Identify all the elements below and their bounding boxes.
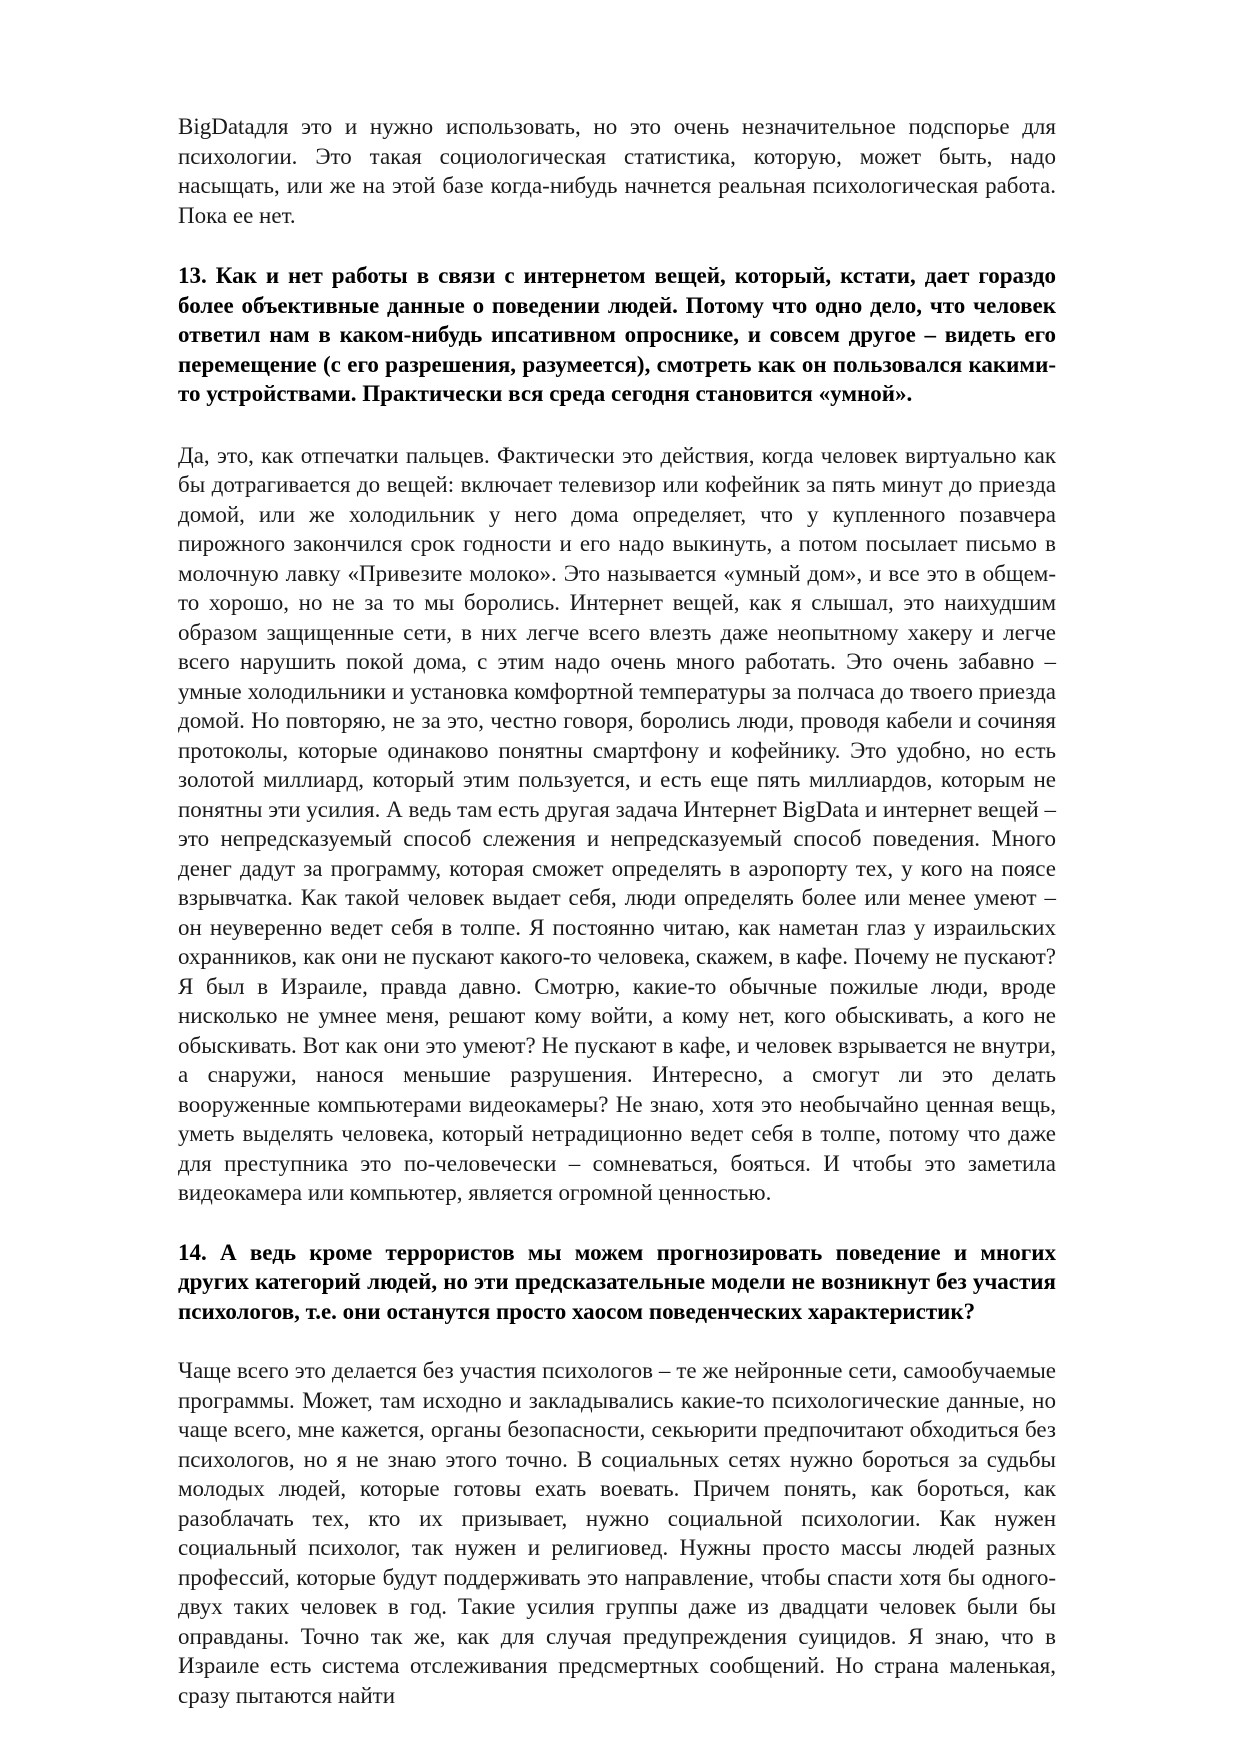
question-13: 13. Как и нет работы в связи с интернетом вещей, который, кстати, дает гораздо более объективные данные о поведении людей. Потому что одно дело, что человек ответил нам в каком-нибудь ипсативном опроснике, и совсем другое – видеть его перемещение (с его разрешения, разумеется), смотреть как он пользовался какими-то устройствами. Практически вся среда сегодня становится «умной».	[178, 263, 1056, 406]
document-page	[178, 112, 1056, 1710]
paragraph-answer-bigdata: BigDataдля это и нужно использовать, но это очень незначительное подспорье для психологии. Это такая социологическая статистика, которую, может быть, надо насыщать, или же на этой базе когда-нибудь начнется реальная психологическая работа. Пока ее нет.	[178, 114, 1056, 228]
question-14: 14. А ведь кроме террористов мы можем прогнозировать поведение и многих других категорий людей, но эти предсказательные модели не возникнут без участия психологов, т.е. они останутся просто хаосом поведенческих характеристик?	[178, 1239, 1056, 1324]
paragraph-answer-psychologists: Чаще всего это делается без участия психологов – те же нейронные сети, самообучаемые программы. Может, там исходно и закладывались какие-то психологические данные, но чаще всего, мне кажется, органы безопасности, секьюрити предпочитают обходиться без психологов, но я не знаю этого точно. В социальных сетях нужно бороться за судьбы молодых людей, которые готовы ехать воевать. Причем понять, как бороться, как разоблачать тех, кто их призывает, нужно социальной психологии. Как нужен социальный психолог, так нужен и религиовед. Нужны просто массы людей разных профессий, которые будут поддерживать это направление, чтобы спасти хотя бы одного-двух таких человек в год. Такие усилия группы даже из двадцати человек были бы оправданы. Точно так же, как для случая предупреждения суицидов. Я знаю, что в Израиле есть система отслеживания предсмертных сообщений. Но страна маленькая, сразу пытаются найти	[178, 1358, 1056, 1708]
paragraph-answer-internet-of-things: Да, это, как отпечатки пальцев. Фактически это действия, когда человек виртуально как бы дотрагивается до вещей: включает телевизор или кофейник за пять минут до приезда домой, или же холодильник у него дома определяет, что у купленного позавчера пирожного закончился срок годности и его надо выкинуть, а потом посылает письмо в молочную лавку «Привезите молоко». Это называется «умный дом», и все это в общем-то хорошо, но не за то мы боролись. Интернет вещей, как я слышал, это наихудшим образом защищенные сети, в них легче всего влезть даже неопытному хакеру и легче всего нарушить покой дома, с этим надо очень много работать. Это очень забавно – умные холодильники и установка комфортной температуры за полчаса до твоего приезда домой. Но повторяю, не за это, честно говоря, боролись люди, проводя кабели и сочиняя протоколы, которые одинаково понятны смартфону и кофейнику. Это удобно, но есть золотой миллиард, который этим пользуется, и есть еще пять миллиардов, которым не понятны эти усилия. А ведь там есть другая задача Интернет BigData и интернет вещей – это непредсказуемый способ слежения и непредсказуемый способ поведения. Много денег дадут за программу, которая сможет определять в аэропорту тех, у кого на поясе взрывчатка. Как такой человек выдает себя, люди определять более или менее умеют – он неуверенно ведет себя в толпе. Я постоянно читаю, как наметан глаз у израильских охранников, как они не пускают какого-то человека, скажем, в кафе. Почему не пускают? Я был в Израиле, правда давно. Смотрю, какие-то обычные пожилые люди, вроде нисколько не умнее меня, решают кому войти, а кому нет, кого обыскивать, а кого не обыскивать. Вот как они это умеют? Не пускают в кафе, и человек взрывается не внутри, а снаружи, нанося меньшие разрушения. Интересно, а смогут ли это делать вооруженные компьютерами видеокамеры? Не знаю, хотя это необычайно ценная вещь, уметь выделять человека, который нетрадиционно ведет себя в толпе, потому что даже для преступника это по-человечески – сомневаться, бояться. И чтобы это заметила видеокамера или компьютер, является огромной ценностью.	[178, 442, 1056, 1205]
